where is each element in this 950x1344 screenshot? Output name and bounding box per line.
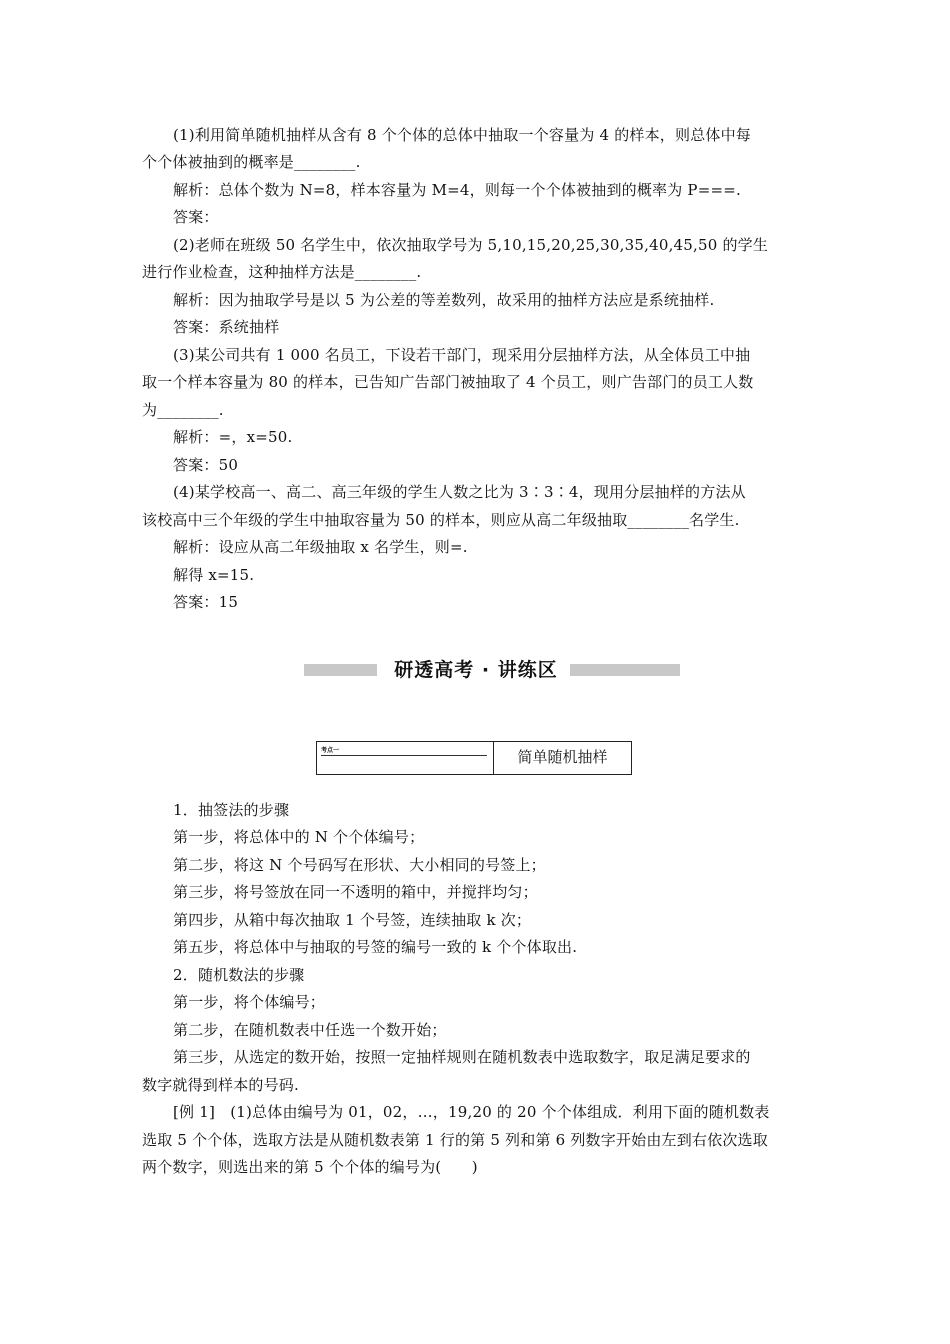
example-1-line2: 选取 5 个个体，选取方法是从随机数表第 1 行的第 5 列和第 6 列数字开始由左到右依次选取: [142, 1131, 768, 1149]
example-1-line1: [例 1] (1)总体由编号为 01，02，…，19,20 的 20 个个体组成．利用下面的随机数表: [173, 1103, 770, 1121]
random-step-3-line1: 第三步，从选定的数开始，按照一定抽样规则在随机数表中选取数字，取足满足要求的: [173, 1048, 751, 1066]
banner-title: 研透高考 · 讲练区: [394, 659, 558, 681]
lottery-step-2: 第二步，将这 N 个号码写在形状、大小相同的号签上；: [173, 856, 546, 874]
q1-line2: 个个体被抽到的概率是________.: [142, 153, 361, 171]
q2-line1: (2)老师在班级 50 名学生中，依次抽取学号为 5,10,15,20,25,30,35,40,45,50 的学生: [173, 236, 769, 254]
section-banner: [304, 655, 680, 685]
q4-line2: 该校高中三个年级的学生中抽取容量为 50 的样本，则应从高二年级抽取________名学生.: [142, 511, 740, 529]
example-1-line3: 两个数字，则选出来的第 5 个个体的编号为( ): [142, 1158, 478, 1176]
q3-answer: 答案：50: [173, 456, 239, 474]
q3-analysis: 解析：=，x=50.: [173, 428, 293, 446]
lottery-step-3: 第三步，将号签放在同一不透明的箱中，并搅拌均匀；: [173, 883, 538, 901]
lottery-step-1: 第一步，将总体中的 N 个个体编号；: [173, 828, 425, 846]
banner-bar-right: [570, 664, 680, 676]
q3-line2: 取一个样本容量为 80 的样本，已告知广告部门被抽取了 4 个员工，则广告部门的员工人数: [142, 373, 754, 391]
q4-solve: 解得 x=15.: [173, 566, 255, 584]
q4-answer: 答案：15: [173, 593, 239, 611]
q4-line1: (4)某学校高一、高二、高三年级的学生人数之比为 3∶3∶4，现用分层抽样的方法从: [173, 483, 746, 501]
lottery-step-5: 第五步，将总体中与抽取的号签的编号一致的 k 个个体取出.: [173, 938, 578, 956]
lottery-step-4: 第四步，从箱中每次抽取 1 个号签，连续抽取 k 次；: [173, 911, 532, 929]
q2-line2: 进行作业检查，这种抽样方法是________.: [142, 263, 422, 281]
heading-lottery-method: 1．抽签法的步骤: [173, 801, 290, 819]
random-step-3-line2: 数字就得到样本的号码.: [142, 1076, 299, 1094]
q3-line1: (3)某公司共有 1 000 名员工，下设若干部门，现采用分层抽样方法，从全体员工中抽: [173, 346, 751, 364]
q2-answer: 答案：系统抽样: [173, 318, 280, 336]
kaodian-tag: 考点一: [321, 747, 340, 754]
kaodian-box: [316, 741, 632, 775]
random-step-2: 第二步，在随机数表中任选一个数开始；: [173, 1021, 447, 1039]
kaodian-rule: [321, 755, 487, 756]
q1-analysis: 解析：总体个数为 N=8，样本容量为 M=4，则每一个个体被抽到的概率为 P===.: [173, 181, 741, 199]
banner-bar-left: [304, 664, 377, 676]
heading-random-number-method: 2．随机数法的步骤: [173, 966, 305, 984]
q4-analysis: 解析：设应从高二年级抽取 x 名学生，则=.: [173, 538, 468, 556]
random-step-1: 第一步，将个体编号；: [173, 993, 326, 1011]
q2-analysis: 解析：因为抽取学号是以 5 为公差的等差数列，故采用的抽样方法应是系统抽样.: [173, 291, 715, 309]
q1-line1: (1)利用简单随机抽样从含有 8 个个体的总体中抽取一个容量为 4 的样本，则总体中每: [173, 126, 752, 144]
kaodian-title: 简单随机抽样: [517, 748, 608, 766]
q3-line3: 为________.: [142, 401, 224, 419]
kaodian-tag-cell: [317, 742, 494, 774]
q1-answer: 答案：: [173, 208, 219, 226]
